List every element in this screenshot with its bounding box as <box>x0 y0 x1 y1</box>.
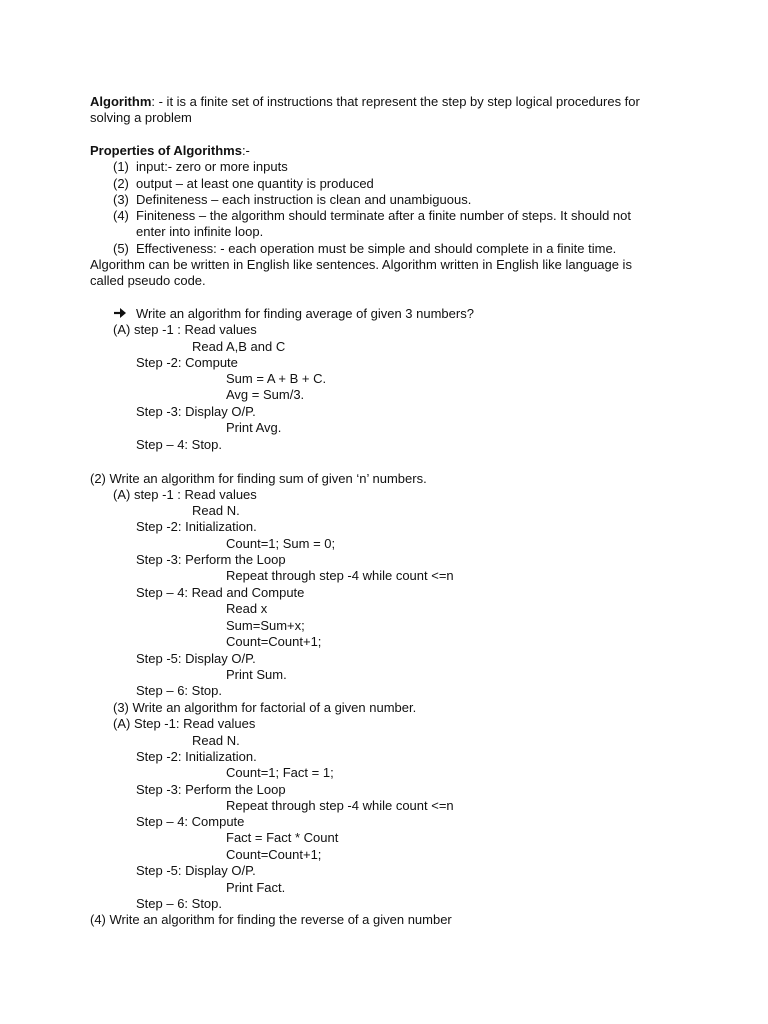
example-3-step-line: Repeat through step -4 while count <=n <box>226 798 454 813</box>
property-text: Finiteness – the algorithm should terminate after a finite number of steps. It should not <box>136 208 631 223</box>
intro-line-1 <box>90 94 640 110</box>
example-1-step-line: Print Avg. <box>226 420 282 435</box>
right-arrow-icon <box>113 306 127 322</box>
example-1-step-line: Step – 4: Stop. <box>136 437 223 452</box>
example-3-step-line: Print Fact. <box>226 880 286 895</box>
property-number: (2) <box>113 176 129 191</box>
example-2-step-line: (A) step -1 : Read values <box>113 487 257 502</box>
example-2-step-line: Step – 6: Stop. <box>136 683 223 698</box>
intro-line-2: solving a problem <box>90 110 192 125</box>
example-2-question: (2) Write an algorithm for finding sum of given ‘n’ numbers. <box>90 471 427 486</box>
property-text: input:- zero or more inputs <box>136 159 288 174</box>
property-text: output – at least one quantity is produced <box>136 176 374 191</box>
property-number: (3) <box>113 192 129 207</box>
example-2-step-line: Print Sum. <box>226 667 287 682</box>
pseudo-code-note-line-1: Algorithm can be written in English like sentences. Algorithm written in English like language is <box>90 257 632 272</box>
example-2-step-line: Step -5: Display O/P. <box>136 651 256 666</box>
example-1-step-line: Read A,B and C <box>192 339 286 354</box>
property-text: Definiteness – each instruction is clean and unambiguous. <box>136 192 472 207</box>
example-2-step-line: Sum=Sum+x; <box>226 618 305 633</box>
example-1-step-line: Step -2: Compute <box>136 355 238 370</box>
example-2-step-line: Read x <box>226 601 268 616</box>
property-text-continued: enter into infinite loop. <box>136 224 264 239</box>
properties-heading-text: Properties of Algorithms <box>90 143 242 158</box>
properties-heading-suffix: :- <box>241 143 250 158</box>
pseudo-code-note-line-2: called pseudo code. <box>90 273 206 288</box>
intro-definition: : - it is a finite set of instructions that represent the step by step logical procedures for <box>151 94 640 109</box>
property-text: Effectiveness: - each operation must be simple and should complete in a finite time. <box>136 241 617 256</box>
properties-heading <box>90 143 250 159</box>
example-3-step-line: Step -2: Initialization. <box>136 749 257 764</box>
example-3-step-line: Read N. <box>192 733 240 748</box>
example-3-step-line: Count=Count+1; <box>226 847 322 862</box>
example-1-question: Write an algorithm for finding average of given 3 numbers? <box>136 306 474 321</box>
example-1-step-line: Avg = Sum/3. <box>226 387 305 402</box>
example-3-step-line: Step -3: Perform the Loop <box>136 782 286 797</box>
example-3-step-line: Step – 4: Compute <box>136 814 245 829</box>
example-3-question: (3) Write an algorithm for factorial of a given number. <box>113 700 417 715</box>
intro-term: Algorithm <box>90 94 152 109</box>
property-number: (5) <box>113 241 129 256</box>
example-2-step-line: Step – 4: Read and Compute <box>136 585 305 600</box>
example-3-step-line: Step -5: Display O/P. <box>136 863 256 878</box>
example-2-step-line: Step -2: Initialization. <box>136 519 257 534</box>
example-1-step-line: Sum = A + B + C. <box>226 371 327 386</box>
example-4-question: (4) Write an algorithm for finding the reverse of a given number <box>90 912 452 927</box>
property-number: (4) <box>113 208 129 223</box>
example-1-step-line: Step -3: Display O/P. <box>136 404 256 419</box>
example-3-step-line: Fact = Fact * Count <box>226 830 339 845</box>
example-2-step-line: Read N. <box>192 503 240 518</box>
example-3-step-line: Count=1; Fact = 1; <box>226 765 334 780</box>
example-2-step-line: Step -3: Perform the Loop <box>136 552 286 567</box>
property-number: (1) <box>113 159 129 174</box>
example-3-step-line: (A) Step -1: Read values <box>113 716 256 731</box>
example-2-step-line: Count=1; Sum = 0; <box>226 536 336 551</box>
example-2-step-line: Count=Count+1; <box>226 634 322 649</box>
example-3-step-line: Step – 6: Stop. <box>136 896 223 911</box>
example-1-step-line: (A) step -1 : Read values <box>113 322 257 337</box>
example-2-step-line: Repeat through step -4 while count <=n <box>226 568 454 583</box>
